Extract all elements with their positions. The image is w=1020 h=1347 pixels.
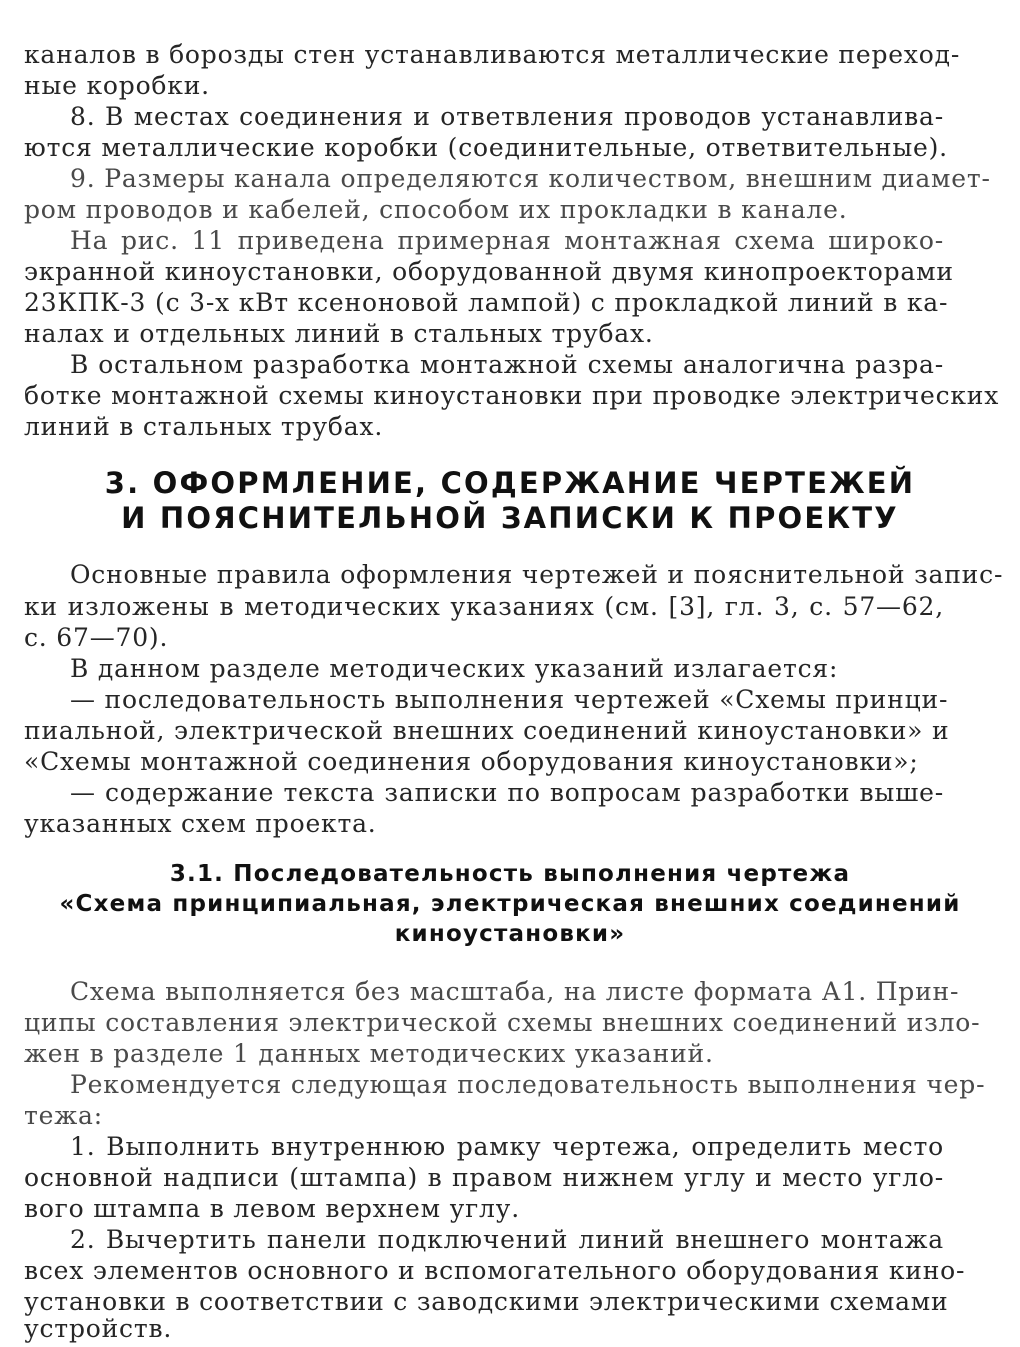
text-line: В остальном разработка монтажной схемы аналогична разра- [70, 350, 944, 379]
text-line: установки в соответствии с заводскими электрическими схемами [24, 1287, 949, 1316]
text-line: 2. Вычертить панели подключений линий внешнего монтажа [70, 1225, 944, 1254]
text-line: основной надписи (штампа) в правом нижнем углу и место угло- [24, 1163, 944, 1192]
text-line: Основные правила оформления чертежей и пояснительной запис- [70, 560, 1004, 589]
subsection-heading: 3.1. Последовательность выполнения чертежа [169, 861, 851, 887]
text-line: каналов в борозды стен устанавливаются металлические переход- [24, 40, 961, 69]
text-line: ные коробки. [24, 71, 210, 100]
text-line: указанных схем проекта. [24, 809, 377, 838]
text-line: ки изложены в методических указаниях (см. [3], гл. 3, с. 57—62, [24, 592, 944, 621]
text-line: — последовательность выполнения чертежей «Схемы принци- [70, 685, 949, 714]
text-line: с. 67—70). [24, 623, 169, 652]
subsection-heading: киноустановки» [394, 921, 626, 947]
text-line: ются металлические коробки (соединительные, ответвительные). [24, 133, 948, 162]
subsection-heading: «Схема принципиальная, электрическая внешних соединений [59, 891, 961, 917]
text-line: — содержание текста записки по вопросам разработки выше- [70, 778, 944, 807]
text-line: экранной киноустановки, оборудованной двумя кинопроекторами [24, 257, 954, 286]
text-line: ботке монтажной схемы киноустановки при проводке электрических [24, 381, 1000, 410]
text-line: устройств. [24, 1314, 173, 1343]
text-line: ципы составления электрической схемы внешних соединений изло- [24, 1008, 981, 1037]
text-line: вого штампа в левом верхнем углу. [24, 1194, 520, 1223]
text-line: пиальной, электрической внешних соединений киноустановки» и [24, 716, 950, 745]
text-line: В данном разделе методических указаний излагается: [70, 654, 839, 683]
text-line: «Схемы монтажной соединения оборудования киноустановки»; [24, 747, 919, 776]
text-line: Схема выполняется без масштаба, на листе формата А1. Прин- [70, 977, 960, 1006]
text-line: налах и отдельных линий в стальных трубах. [24, 319, 654, 348]
text-line: ром проводов и кабелей, способом их прокладки в канале. [24, 195, 848, 224]
text-line: тежа: [24, 1101, 103, 1130]
text-line: 8. В местах соединения и ответвления проводов устанавлива- [70, 102, 944, 131]
section-heading: 3. ОФОРМЛЕНИЕ, СОДЕРЖАНИЕ ЧЕРТЕЖЕЙ [104, 466, 916, 500]
text-line: На рис. 11 приведена примерная монтажная схема широко- [70, 226, 944, 255]
text-line: 23КПК-3 (с 3-х кВт ксеноновой лампой) с прокладкой линий в ка- [24, 288, 949, 317]
text-line: Рекомендуется следующая последовательность выполнения чер- [70, 1070, 986, 1099]
text-line: 9. Размеры канала определяются количеством, внешним диамет- [70, 164, 991, 193]
section-heading: И ПОЯСНИТЕЛЬНОЙ ЗАПИСКИ К ПРОЕКТУ [121, 501, 899, 535]
text-line: линий в стальных трубах. [24, 412, 384, 441]
text-line: всех элементов основного и вспомогательного оборудования кино- [24, 1256, 966, 1285]
text-line: жен в разделе 1 данных методических указаний. [24, 1039, 714, 1068]
text-line: 1. Выполнить внутреннюю рамку чертежа, определить место [70, 1132, 944, 1161]
